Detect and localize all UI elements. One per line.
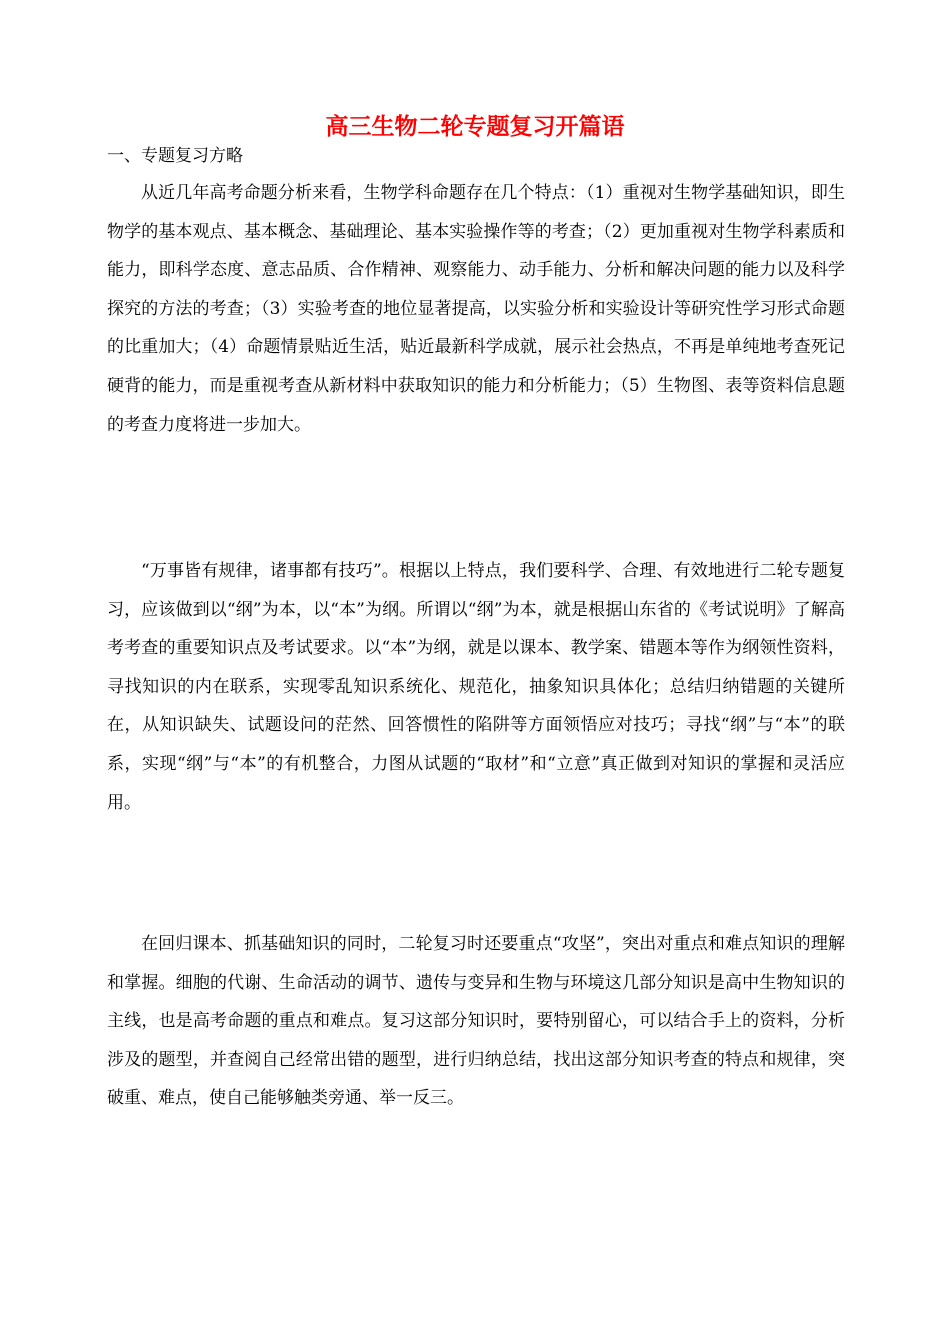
paragraph-key-points: 在回归课本、抓基础知识的同时，二轮复习时还要重点“攻坚”，突出对重点和难点知识的理解和掌握。细胞的代谢、生命活动的调节、遗传与变异和生物与环境这几部分知识是高中生物知识的主线，也是高考命题的重点和难点。复习这部分知识时，要特别留心，可以结合手上的资料，分析涉及的题型，并查阅自己经常出错的题型，进行归纳总结，找出这部分知识考查的特点和规律，突破重、难点，使自己能够触类旁通、举一反三。 <box>107 934 845 1109</box>
paragraph-review-method: “万事皆有规律，诸事都有技巧”。根据以上特点，我们要科学、合理、有效地进行二轮专题复习，应该做到以“纲”为本，以“本”为纲。所谓以“纲”为本，就是根据山东省的《考试说明》了解高考考查的重要知识点及考试要求。以“本”为纲，就是以课本、教学案、错题本等作为纲领性资料，寻找知识的内在联系，实现零乱知识系统化、规范化，抽象知识具体化；总结归纳错题的关键所在，从知识缺失、试题设问的茫然、回答惯性的陷阱等方面领悟应对技巧；寻找“纲”与“本”的联系，实现“纲”与“本”的有机整合，力图从试题的“取材”和“立意”真正做到对知识的掌握和灵活应用。 <box>107 561 845 813</box>
paragraph-exam-characteristics: 从近几年高考命题分析来看，生物学科命题存在几个特点：（1）重视对生物学基础知识，即生物学的基本观点、基本概念、基础理论、基本实验操作等的考查；（2）更加重视对生物学科素质和能力，即科学态度、意志品质、合作精神、观察能力、动手能力、分析和解决问题的能力以及科学探究的方法的考查；（3）实验考查的地位显著提高，以实验分析和实验设计等研究性学习形式命题的比重加大；（4）命题情景贴近生活，贴近最新科学成就，展示社会热点，不再是单纯地考查死记硬背的能力，而是重视考查从新材料中获取知识的能力和分析能力；（5）生物图、表等资料信息题的考查力度将进一步加大。 <box>107 183 845 435</box>
document-title: 高三生物二轮专题复习开篇语 <box>325 113 625 140</box>
section-heading: 一、专题复习方略 <box>107 146 243 166</box>
